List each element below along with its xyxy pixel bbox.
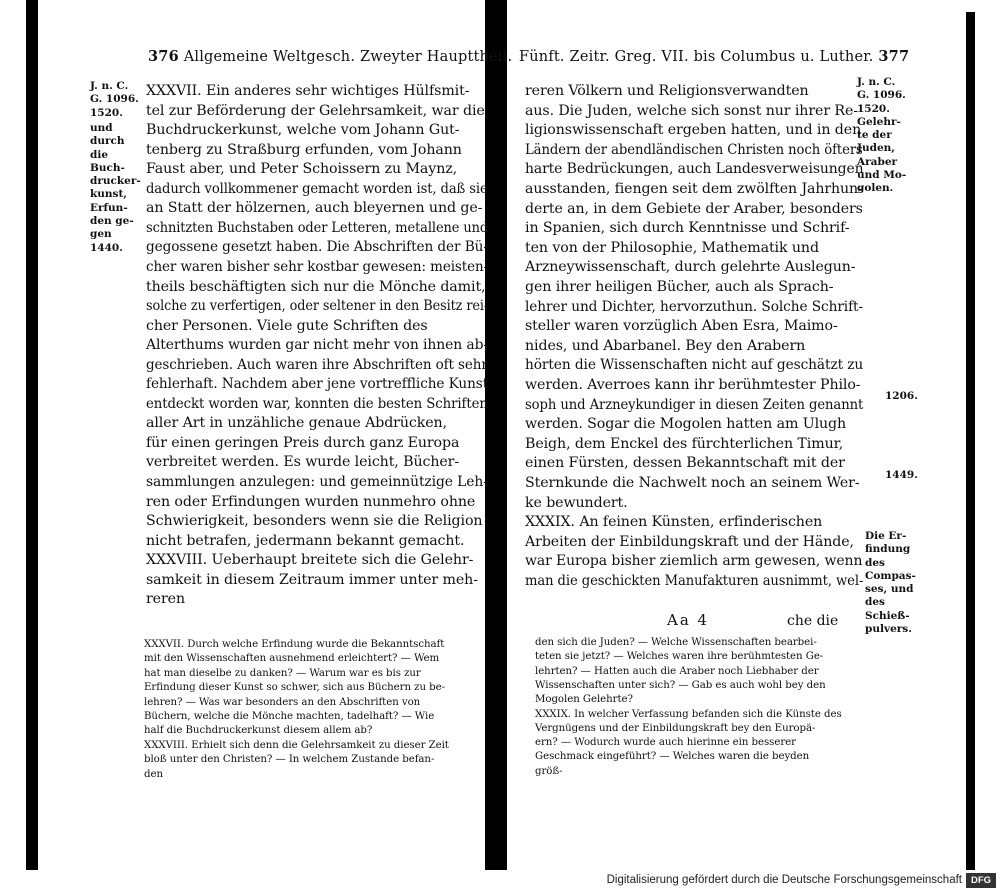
body-line: XXXIX. An feinen Künsten, erfinderischen <box>525 514 823 531</box>
body-line: war Europa bisher ziemlich arm gewesen, wenn <box>525 553 863 570</box>
body-line: werden. Sogar die Mogolen hatten am Ulugh <box>525 416 847 433</box>
left-page-number: 376 <box>148 48 179 65</box>
right-header <box>519 48 909 65</box>
body-line: reren Völkern und Religionsverwandten <box>525 83 809 99</box>
right-margin-date-1449: 1449. <box>885 469 918 481</box>
body-line: reren <box>146 591 185 608</box>
body-line: theils beschäftigten sich nur die Mönche damit, <box>146 278 486 295</box>
left-header <box>148 48 512 65</box>
body-line: aus. Die Juden, welche sich sonst nur ihrer Re- <box>525 102 858 119</box>
body-line: in Spanien, sich durch Kenntnisse und Schrif- <box>525 220 850 237</box>
footnote-line: lehren? — Was war besonders an den Abschriften von <box>144 696 421 708</box>
gutter-shadow <box>485 0 507 870</box>
footnote-line: größ- <box>535 765 563 777</box>
body-line: gegossene gesetzt haben. Die Abschriften der Bü- <box>146 239 488 256</box>
body-line: cher Personen. Viele gute Schriften des <box>146 317 428 334</box>
body-line: solche zu verfertigen, oder seltener in den Besitz rei- <box>146 298 489 315</box>
body-line: ren oder Erfindungen wurden nunmehro ohne <box>146 493 476 510</box>
body-line: Arzneywissenschaft, durch gelehrte Auslegun- <box>525 259 856 276</box>
footnote-line: mit den Wissenschaften ausnehmend erleichtert? — Wem <box>144 653 440 665</box>
footnote-line: Wissenschaften unter sich? — Gab es auch wohl bey den <box>535 679 826 691</box>
footnote-line: Geschmack eingeführt? — Welches waren die beyden <box>535 751 810 763</box>
left-page <box>40 0 513 870</box>
footnote-line: XXXVIII. Erhielt sich denn die Gelehrsamkeit zu dieser Zeit <box>144 739 449 751</box>
body-line: XXXVIII. Ueberhaupt breitete sich die Gelehr- <box>146 552 474 569</box>
body-line: für einen geringen Preis durch ganz Europa <box>146 434 460 451</box>
body-line: Ländern der abendländischen Christen noch öfters <box>525 141 863 158</box>
signature-mark: Aa 4 <box>667 611 710 629</box>
right-margin-date-1206: 1206. <box>885 390 918 402</box>
body-line: samkeit in diesem Zeitraum immer unter meh- <box>146 571 478 588</box>
footnote-line: ern? — Wodurch wurde auch hierinne ein besserer <box>535 737 796 749</box>
body-line: werden. Averroes kann ihr berühmtester Philo- <box>525 377 861 393</box>
body-line: entdeckt worden war, konnten die besten Schriften <box>146 395 488 412</box>
body-line: XXXVII. Ein anderes sehr wichtiges Hülfsmit- <box>146 83 470 99</box>
body-line: Schwierigkeit, besonders wenn sie die Religion <box>146 513 483 530</box>
body-line: aller Art in unzähliche genaue Abdrücken, <box>146 415 447 432</box>
body-line: gen ihrer heiligen Bücher, auch als Sprach- <box>525 279 834 295</box>
catchword: che die <box>787 613 839 629</box>
footnote-line: den <box>144 768 163 780</box>
footnote-line: half die Buchdruckerkunst diesem allem ab? <box>144 725 373 737</box>
body-line: soph und Arzneykundiger in diesen Zeiten genannt <box>525 396 864 413</box>
body-line: steller waren vorzüglich Aben Esra, Maimo- <box>525 318 838 335</box>
footnote-line: den sich die Juden? — Welche Wissenschaften bearbei- <box>535 637 817 648</box>
dfg-logo <box>966 873 996 888</box>
body-line: nides, und Abarbanel. Bey den Arabern <box>525 337 806 354</box>
body-line: harte Bedrückungen, auch Landesverweisungen <box>525 161 864 178</box>
body-line: verbreitet werden. Es wurde leicht, Bücher- <box>146 454 460 471</box>
footnote-line: teten sie jetzt? — Welches waren ihre berühmtesten Ge- <box>535 651 824 663</box>
dfg-logo-text: DFG <box>970 875 992 886</box>
footnote-line: Vergnügens und der Einbildungskraft bey den Europä- <box>535 722 816 734</box>
footnote-line: hat man dieselbe zu danken? — Warum war es bis zur <box>144 667 421 679</box>
body-line: hörten die Wissenschaften nicht auf geschätzt zu <box>525 357 864 374</box>
body-line: einen Fürsten, dessen Bekanntschaft mit der <box>525 455 845 472</box>
body-line: derte an, in dem Gebiete der Araber, besonders <box>525 200 863 217</box>
right-running-title: Fünft. Zeitr. Greg. VII. bis Columbus u. Luther. <box>519 49 874 65</box>
body-line: dadurch vollkommener gemacht worden ist, daß sie <box>146 180 488 197</box>
body-line: schnitzten Buchstaben oder Letteren, metallene und <box>146 219 489 236</box>
body-line: tel zur Beförderung der Gelehrsamkeit, war die <box>146 102 485 119</box>
footnote-line: Erfindung dieser Kunst so schwer, sich aus Büchern zu be- <box>144 682 446 694</box>
body-line: fehlerhaft. Nachdem aber jene vortreffliche Kunst <box>146 376 489 393</box>
body-line: ten von der Philosophie, Mathematik und <box>525 239 819 256</box>
left-margin-printing: und durch die Buch- drucker- kunst, Erfun- den ge- gen 1440. <box>90 122 141 254</box>
body-line: an Statt der hölzernen, auch bleyernen und ge- <box>146 200 483 217</box>
body-line: tenberg zu Straßburg erfunden, vom Johann <box>146 141 462 158</box>
body-line: Arbeiten der Einbildungskraft und der Hände, <box>525 533 854 550</box>
footnote-line: Büchern, welche die Mönche machten, tadelhaft? — Wie <box>144 711 435 722</box>
body-line: ausstanden, fiengen seit dem zwölften Jahrhun- <box>525 181 863 197</box>
left-scan-edge <box>26 0 38 870</box>
body-line: nicht betrafen, jedermann bekannt gemacht. <box>146 532 465 549</box>
body-line: man die geschickten Manufakturen ausnimmt, wel- <box>525 573 864 589</box>
body-line: Buchdruckerkunst, welche vom Johann Gut- <box>146 122 460 139</box>
footnote-line: XXXIX. In welcher Verfassung befanden sich die Künste des <box>535 708 842 720</box>
body-line: Beigh, dem Enckel des fürchterlichen Timur, <box>525 435 844 452</box>
right-scan-edge <box>966 12 975 870</box>
left-running-title: Allgemeine Weltgesch. Zweyter Haupttheil. <box>183 49 513 65</box>
footnote-line: Mogolen Gelehrte? <box>535 694 633 706</box>
body-line: Alterthums wurden gar nicht mehr von ihnen ab- <box>146 337 488 354</box>
body-line: Sternkunde die Nachwelt noch an seinem Wer- <box>525 475 860 491</box>
body-line: cher waren bisher sehr kostbar gewesen: meisten- <box>146 258 489 275</box>
body-line: lehrer und Dichter, hervorzuthun. Solche Schrift- <box>525 298 864 315</box>
footer-bar <box>0 870 1000 892</box>
right-margin-scholars: J. n. C. G. 1096. 1520. Gelehr- te der Juden, Araber und Mo- golen. <box>857 76 907 195</box>
right-margin-compass: Die Er- findung des Compas- ses, und des Schieß- pulvers. <box>865 530 916 636</box>
footnote-line: lehrten? — Hatten auch die Araber noch Liebhaber der <box>535 665 819 677</box>
body-line: sammlungen anzulegen: und gemeinnützige Leh- <box>146 474 488 490</box>
body-line: Faust aber, und Peter Schoissern zu Maynz, <box>146 161 458 178</box>
left-margin-date: J. n. C. G. 1096. 1520. <box>90 80 139 119</box>
body-line: ke bewundert. <box>525 494 628 511</box>
footnote-line: XXXVII. Durch welche Erfindung wurde die Bekanntschaft <box>144 639 445 650</box>
footnote-line: bloß unter den Christen? — In welchem Zustande befan- <box>144 754 435 766</box>
body-line: ligionswissenschaft ergeben hatten, und in den <box>525 122 862 139</box>
footer-funding-text: Digitalisierung gefördert durch die Deutsche Forschungsgemeinschaft <box>606 874 962 886</box>
right-page-number: 377 <box>878 48 910 65</box>
body-line: geschrieben. Auch waren ihre Abschriften oft sehr <box>146 356 488 373</box>
right-page <box>507 0 966 870</box>
